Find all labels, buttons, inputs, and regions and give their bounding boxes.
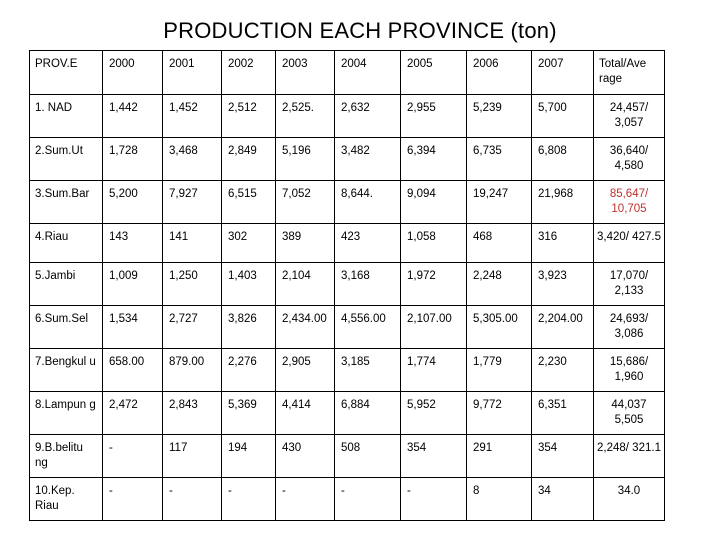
cell-2003: 4,414 (276, 392, 335, 435)
header-row (30, 51, 665, 95)
cell-2005: 6,394 (401, 138, 467, 181)
cell-2000: 1,442 (103, 95, 163, 138)
header-2004: 2004 (335, 51, 401, 95)
cell-2005: 5,952 (401, 392, 467, 435)
cell-2004: 4,556.00 (335, 306, 401, 349)
cell-2002: 2,512 (222, 95, 276, 138)
cell-2003: 2,104 (276, 263, 335, 306)
cell-2003: - (276, 478, 335, 521)
header-2007: 2007 (532, 51, 594, 95)
cell-2007: 6,808 (532, 138, 594, 181)
cell-2004: - (335, 478, 401, 521)
header-2003: 2003 (276, 51, 335, 95)
cell-2006: 1,779 (467, 349, 532, 392)
cell-2004: 2,632 (335, 95, 401, 138)
header-2001: 2001 (163, 51, 222, 95)
cell-2002: 3,826 (222, 306, 276, 349)
cell-2001: 1,250 (163, 263, 222, 306)
cell-2001: 7,927 (163, 181, 222, 224)
cell-2002: 5,369 (222, 392, 276, 435)
cell-total-average: 85,647/ 10,705 (594, 181, 665, 224)
header-total-average: Total/Ave rage (594, 51, 665, 95)
table-row (30, 181, 665, 224)
production-table (29, 50, 665, 521)
cell-2007: 2,204.00 (532, 306, 594, 349)
cell-2001: 3,468 (163, 138, 222, 181)
cell-2005: 354 (401, 435, 467, 478)
cell-2001: 141 (163, 224, 222, 263)
cell-2001: 117 (163, 435, 222, 478)
cell-2007: 3,923 (532, 263, 594, 306)
cell-2006: 2,248 (467, 263, 532, 306)
header-province: PROV.E (30, 51, 103, 95)
cell-2006: 8 (467, 478, 532, 521)
table-row (30, 349, 665, 392)
cell-total-average: 15,686/ 1,960 (594, 349, 665, 392)
table-row (30, 435, 665, 478)
header-2002: 2002 (222, 51, 276, 95)
cell-2005: - (401, 478, 467, 521)
cell-province: 5.Jambi (30, 263, 103, 306)
cell-province: 3.Sum.Bar (30, 181, 103, 224)
cell-total-average: 17,070/ 2,133 (594, 263, 665, 306)
cell-2001: 1,452 (163, 95, 222, 138)
cell-2004: 3,168 (335, 263, 401, 306)
cell-2004: 6,884 (335, 392, 401, 435)
cell-2000: 2,472 (103, 392, 163, 435)
cell-2000: 143 (103, 224, 163, 263)
table-row (30, 138, 665, 181)
cell-total-average: 36,640/ 4,580 (594, 138, 665, 181)
cell-2006: 5,239 (467, 95, 532, 138)
cell-province: 8.Lampun g (30, 392, 103, 435)
page-title: PRODUCTION EACH PROVINCE (ton) (163, 18, 557, 43)
cell-total-average: 3,420/ 427.5 (594, 224, 665, 263)
cell-2003: 430 (276, 435, 335, 478)
header-2006: 2006 (467, 51, 532, 95)
cell-2001: - (163, 478, 222, 521)
cell-2003: 389 (276, 224, 335, 263)
header-2000: 2000 (103, 51, 163, 95)
cell-2001: 2,843 (163, 392, 222, 435)
cell-2001: 2,727 (163, 306, 222, 349)
cell-2006: 19,247 (467, 181, 532, 224)
cell-2000: - (103, 478, 163, 521)
cell-2004: 8,644. (335, 181, 401, 224)
cell-2005: 9,094 (401, 181, 467, 224)
cell-province: 6.Sum.Sel (30, 306, 103, 349)
cell-2007: 316 (532, 224, 594, 263)
cell-2005: 1,774 (401, 349, 467, 392)
cell-2003: 2,905 (276, 349, 335, 392)
cell-total-average: 44,037 5,505 (594, 392, 665, 435)
cell-province: 1. NAD (30, 95, 103, 138)
cell-2002: 6,515 (222, 181, 276, 224)
cell-2000: 5,200 (103, 181, 163, 224)
cell-2006: 9,772 (467, 392, 532, 435)
cell-2007: 354 (532, 435, 594, 478)
cell-2002: 194 (222, 435, 276, 478)
cell-2003: 2,525. (276, 95, 335, 138)
table-row (30, 478, 665, 521)
cell-2004: 423 (335, 224, 401, 263)
cell-2003: 2,434.00 (276, 306, 335, 349)
cell-2001: 879.00 (163, 349, 222, 392)
table-row (30, 95, 665, 138)
cell-2005: 2,107.00 (401, 306, 467, 349)
cell-2006: 291 (467, 435, 532, 478)
cell-2000: - (103, 435, 163, 478)
cell-province: 4.Riau (30, 224, 103, 263)
table-row (30, 263, 665, 306)
cell-2005: 1,972 (401, 263, 467, 306)
cell-2005: 2,955 (401, 95, 467, 138)
cell-2007: 34 (532, 478, 594, 521)
cell-2004: 508 (335, 435, 401, 478)
table-row (30, 392, 665, 435)
cell-2002: 302 (222, 224, 276, 263)
cell-province: 10.Kep. Riau (30, 478, 103, 521)
cell-2003: 7,052 (276, 181, 335, 224)
cell-2007: 21,968 (532, 181, 594, 224)
cell-2002: 1,403 (222, 263, 276, 306)
cell-province: 7.Bengkul u (30, 349, 103, 392)
cell-2002: 2,276 (222, 349, 276, 392)
cell-2007: 5,700 (532, 95, 594, 138)
cell-2000: 1,728 (103, 138, 163, 181)
cell-2000: 1,009 (103, 263, 163, 306)
cell-total-average: 2,248/ 321.1 (594, 435, 665, 478)
cell-2004: 3,482 (335, 138, 401, 181)
cell-2003: 5,196 (276, 138, 335, 181)
cell-2005: 1,058 (401, 224, 467, 263)
cell-2002: 2,849 (222, 138, 276, 181)
cell-total-average: 24,693/ 3,086 (594, 306, 665, 349)
cell-2006: 5,305.00 (467, 306, 532, 349)
cell-province: 9.B.belitu ng (30, 435, 103, 478)
cell-2000: 1,534 (103, 306, 163, 349)
cell-total-average: 34.0 (594, 478, 665, 521)
cell-2002: - (222, 478, 276, 521)
cell-2006: 468 (467, 224, 532, 263)
cell-2000: 658.00 (103, 349, 163, 392)
cell-2006: 6,735 (467, 138, 532, 181)
cell-2007: 6,351 (532, 392, 594, 435)
header-2005: 2005 (401, 51, 467, 95)
table-row (30, 306, 665, 349)
cell-province: 2.Sum.Ut (30, 138, 103, 181)
table-row (30, 224, 665, 263)
cell-total-average: 24,457/ 3,057 (594, 95, 665, 138)
cell-2007: 2,230 (532, 349, 594, 392)
cell-2004: 3,185 (335, 349, 401, 392)
